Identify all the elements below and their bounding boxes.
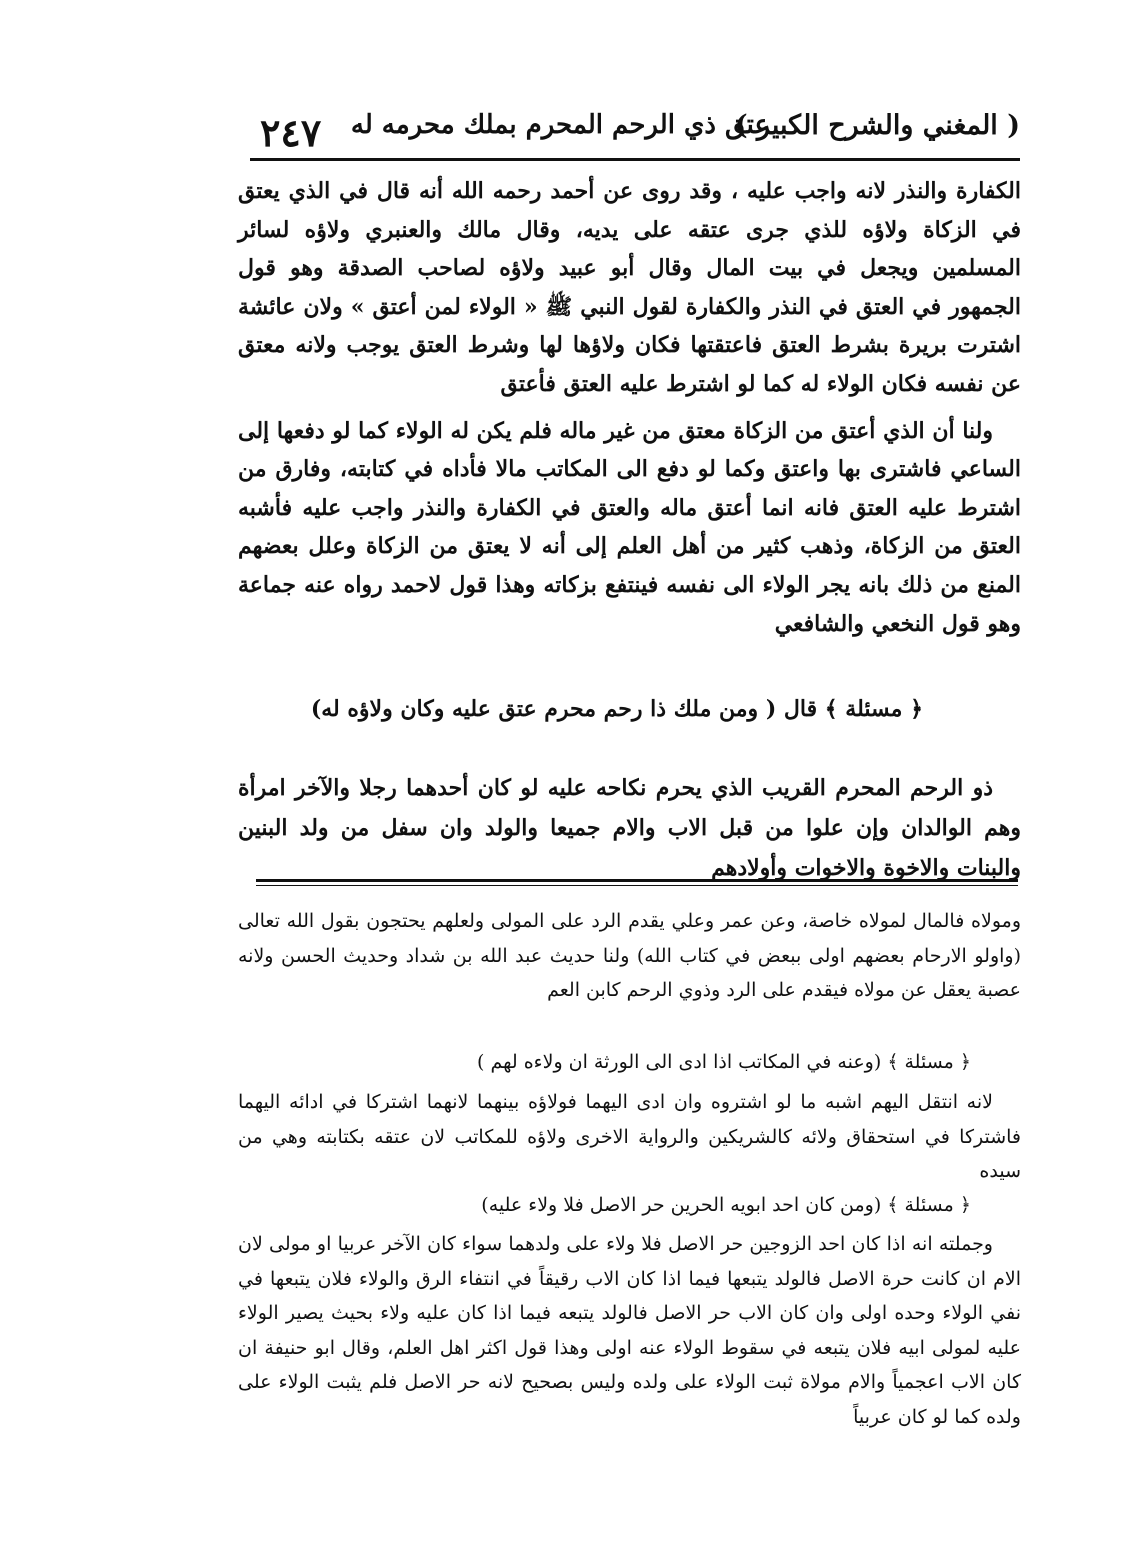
commentary-block <box>238 904 1021 1008</box>
commentary-block <box>238 1085 1021 1189</box>
main-paragraph: الكفارة والنذر لانه واجب عليه ، وقد روى عن أحمد رحمه الله أنه قال في الذي يعتق في الزكاة ولاؤه للذي جرى عتقه على يديه، وقال مالك والعنبري ولاؤه لسائر المسلمين ويجعل في بيت المال وقال أبو عبيد ولاؤه لصاحب الصدقة وهو قول الجمهور في العتق في النذر والكفارة لقول النبي ﷺ « الولاء لمن أعتق » ولان عائشة اشترت بريرة بشرط العتق فاعتقتها فكان ولاؤها لها وشرط العتق يوجب ولانه معتق عن نفسه فكان الولاء له كما لو اشترط عليه العتق فأعتق <box>238 178 1021 397</box>
commentary-paragraph: ومولاه فالمال لمولاه خاصة، وعن عمر وعلي يقدم الرد على المولى ولعلهم يحتجون بقول الله تعالى (واولو الارحام بعضهم اولى ببعض في كتاب الله) ولنا حديث عبد الله بن شداد وحديث الحسن ولانه عصبة يعقل عن مولاه فيقدم على الرد وذوي الرحم كابن العم <box>238 910 1021 1001</box>
footnote-separator-thin <box>256 885 1018 886</box>
running-header <box>250 104 1020 158</box>
footnote-separator <box>256 879 1018 882</box>
book-title: ( المغني والشرح الكبير ) <box>734 110 1020 141</box>
main-paragraph: ولنا أن الذي أعتق من الزكاة معتق من غير ماله فلم يكن له الولاء كما لو دفعها إلى الساعي فاشترى بها واعتق وكما لو دفع الى المكاتب مالا فأداه في كتابته، وفارق من اشترط عليه العتق فانه انما أعتق ماله والعتق في الكفارة والنذر واجب عليه فأشبه العتق من الزكاة، وذهب كثير من أهل العلم إلى أنه لا يعتق من الزكاة وعلل بعضهم المنع من ذلك بانه يجر الولاء الى نفسه فينتفع بزكاته وهذا قول لاحمد رواه عنه جماعة وهو قول النخعي والشافعي <box>238 417 1021 637</box>
commentary-masala <box>238 1045 1021 1080</box>
main-text-upper <box>238 172 1021 643</box>
masala-line: ﴿ مسئلة ﴾ (وعنه في المكاتب اذا ادى الى الورثة ان ولاءه لهم ) <box>477 1051 971 1073</box>
masala-line: ﴿ مسئلة ﴾ (ومن كان احد ابويه الحرين حر الاصل فلا ولاء عليه) <box>481 1194 971 1216</box>
commentary-block <box>238 1227 1021 1434</box>
commentary-masala <box>238 1188 1021 1223</box>
main-text-lower <box>238 768 1021 888</box>
chapter-title: عتق ذي الرحم المحرم بملك محرمه له <box>350 110 770 140</box>
commentary-paragraph: وجملته انه اذا كان احد الزوجين حر الاصل فلا ولاء على ولدهما سواء كان الآخر عربيا او مولى لان الام ان كانت حرة الاصل فالولد يتبعها فيما اذا كان الاب رقيقاً في انتفاء الرق والولاء فلان يتبعها في نفي الولاء وحده اولى وان كان الاب حر الاصل فالولد يتبعه فيما اذا كان عليه ولاء بحيث يصير الولاء عليه لمولى ابيه فلان يتبعه في سقوط الولاء عنه اولى وهذا قول اكثر اهل العلم، وقال ابو حنيفة ان كان الاب اعجمياً والام مولاة ثبت الولاء على ولده وليس بصحيح لانه حر الاصل فلم يثبت الولاء على ولده كما لو كان عربياً <box>238 1233 1021 1428</box>
commentary-paragraph: لانه انتقل اليهم اشبه ما لو اشتروه وان ادى اليهما فولاؤه بينهما لانهما اشتركا في ادائه اليهما فاشتركا في استحقاق ولائه كالشريكين والرواية الاخرى ولاؤه للمكاتب لان عتقه بكتابته وهي من سيده <box>238 1091 1021 1182</box>
masala-heading: ﴿ مسئلة ﴾ قال ( ومن ملك ذا رحم محرم عتق عليه وكان ولاؤه له) <box>310 696 923 722</box>
page-number: ٢٤٧ <box>260 110 322 155</box>
header-rule <box>250 158 1020 161</box>
main-paragraph: ذو الرحم المحرم القريب الذي يحرم نكاحه عليه لو كان أحدهما رجلا والآخر امرأة وهم الوالدان وإن علوا من قبل الاب والام جميعا والولد وان سفل من ولد البنين والبنات والاخوة والاخوات وأولادهم <box>238 775 1021 881</box>
